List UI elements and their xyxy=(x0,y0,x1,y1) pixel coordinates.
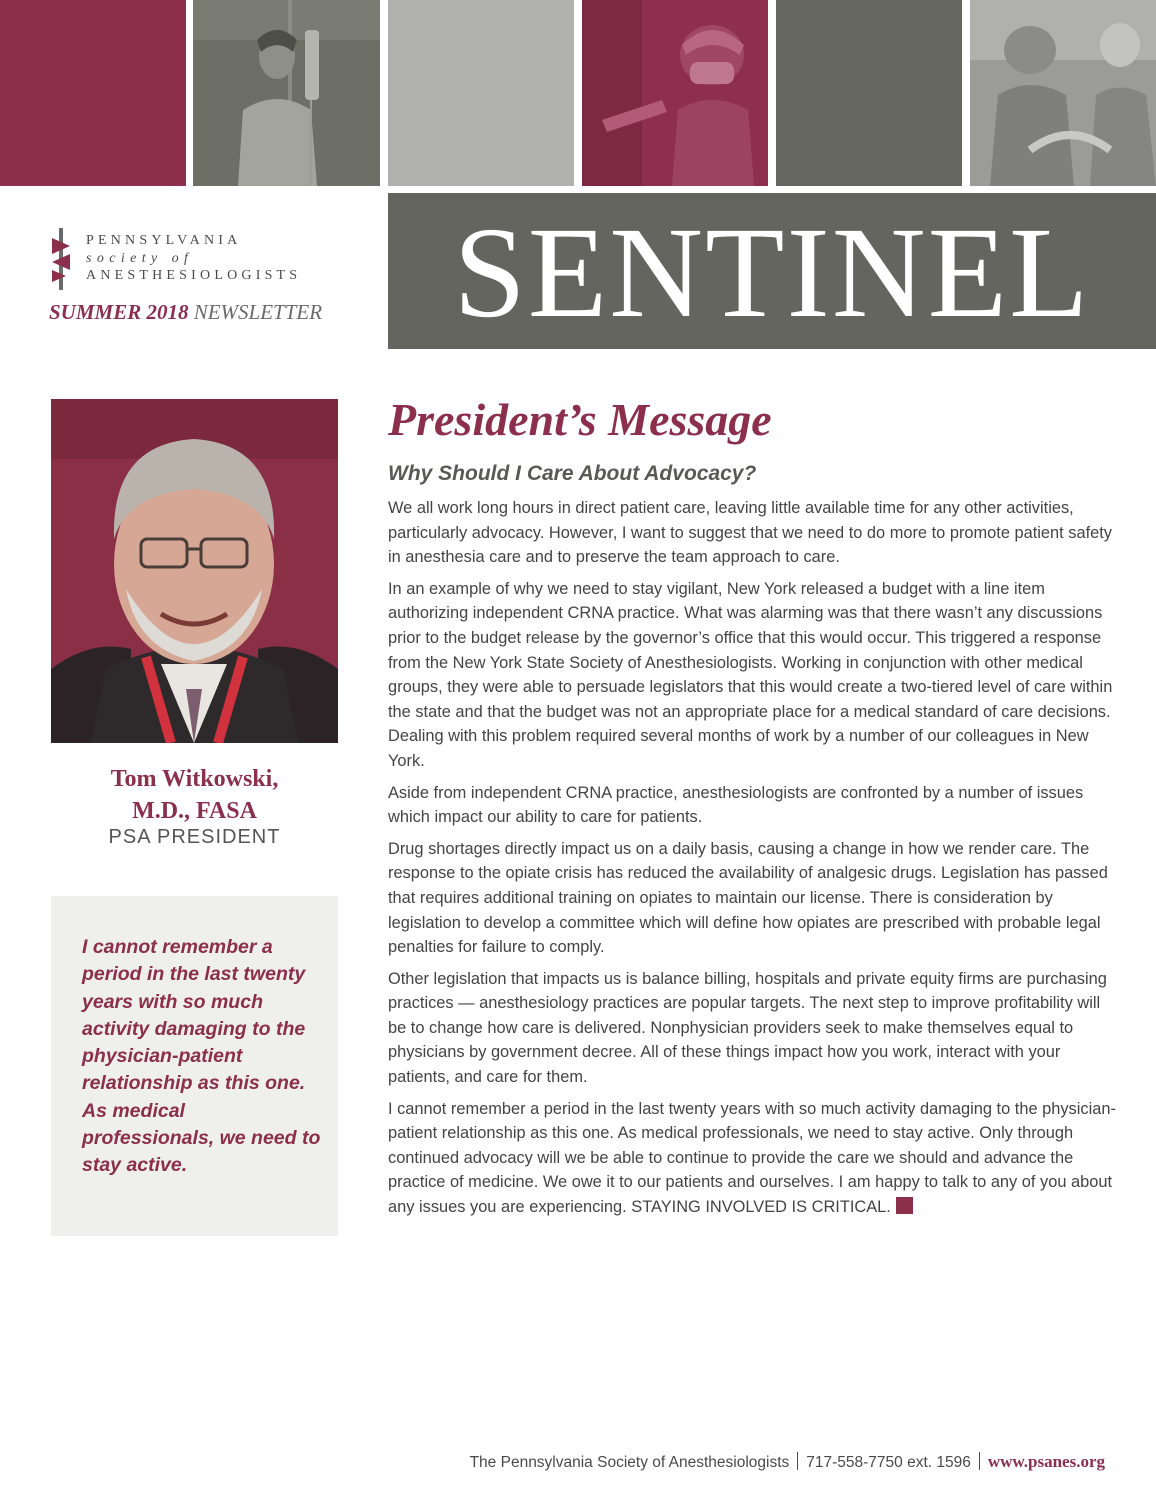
surgeon-in-mask-photo xyxy=(582,0,768,186)
plain-light-gray-tile xyxy=(388,0,574,186)
psa-caduceus-logo-icon xyxy=(50,228,72,295)
author-portrait xyxy=(51,399,338,743)
author-name xyxy=(51,763,338,827)
paragraph-text: I cannot remember a period in the last twenty years with so much activity damaging to the physician-patient relationship as this one. As medical professionals, we need to stay active. Only through continued advocacy will we be able to continue to provide the care we should and advance the practice of medicine. We owe it to our patients and ourselves. I am happy to talk to any of you about any issues you are experiencing. STAYING INVOLVED IS CRITICAL. xyxy=(388,1099,1116,1217)
organization-wordmark xyxy=(86,232,301,285)
footer-website-link[interactable]: www.psanes.org xyxy=(987,1452,1105,1471)
paragraph: In an example of why we need to stay vigilant, New York released a budget with a line item authorizing independent CRNA practice. What was alarming was that there wasn’t any discussions prior to the budget release by the governor’s office that this would occur. This triggered a response from the New York State Society of Anesthesiologists. Working in conjunction with other medical groups, they were able to persuade legislators that this would create a two-tiered level of care within the state and that the budget was not an appropriate place for a medical standard of care decisions. Dealing with this problem required several months of work by a number of our colleagues in New York. xyxy=(388,579,1113,770)
footer-phone: 717-558-7750 ext. 1596 xyxy=(806,1454,971,1471)
masthead-banner xyxy=(388,193,1156,349)
footer-organization: The Pennsylvania Society of Anesthesiologists xyxy=(469,1454,790,1471)
article-body xyxy=(388,496,1116,1227)
wordmark-line-state: PENNSYLVANIA xyxy=(86,233,242,248)
operating-room-photo xyxy=(970,0,1156,186)
article-subhead: Why Should I Care About Advocacy? xyxy=(388,462,757,485)
plain-burgundy-tile xyxy=(0,0,186,186)
pull-quote-box xyxy=(51,896,338,1236)
author-name-line2: M.D., FASA xyxy=(132,798,257,824)
footer-divider xyxy=(797,1452,798,1470)
author-name-line1: Tom Witkowski, xyxy=(110,766,279,792)
footer xyxy=(470,1452,1105,1472)
footer-divider xyxy=(979,1452,980,1470)
wordmark-line-specialty: ANESTHESIOLOGISTS xyxy=(86,268,302,283)
clinician-with-iv-photo xyxy=(193,0,380,186)
pull-quote: I cannot remember a period in the last twenty years with so much activity damaging to the physician-patient relationship as this one. As medical professionals, we need to stay active. xyxy=(82,936,321,1177)
section-title: President’s Message xyxy=(388,394,772,445)
paragraph: Aside from independent CRNA practice, anesthesiologists are confronted by a number of issues which impact our ability to care for patients. xyxy=(388,783,1084,827)
wordmark-line-society: society of xyxy=(86,251,194,266)
paragraph: Drug shortages directly impact us on a daily basis, causing a change in how we render care. The response to the opiate crisis has reduced the availability of analgesic drugs. Legislation has passed that requires additional training on opiates to maintain our license. There is consideration by legislation to develop a committee which will define how opiates are prescribed with probable legal penalties for failure to comply. xyxy=(388,839,1108,957)
paragraph: Other legislation that impacts us is balance billing, hospitals and private equity firms are purchasing practices — anesthesiology practices are popular targets. The next step to improve profitability will be to change how care is delivered. Nonphysician providers seek to make themselves equal to physicians by government decree. All of these things impact how you work, interact with your patients, and care for them. xyxy=(388,969,1107,1087)
paragraph: We all work long hours in direct patient care, leaving little available time for any other activities, particularly advocacy. However, I want to suggest that we need to do more to promote patient safety in anesthesia care and to preserve the team approach to care. xyxy=(388,499,1113,567)
end-of-article-mark-icon xyxy=(896,1197,913,1214)
issue-label xyxy=(49,300,322,325)
issue-season: SUMMER 2018 xyxy=(49,300,189,324)
newsletter-title: SENTINEL xyxy=(453,201,1091,345)
issue-kind: NEWSLETTER xyxy=(193,300,323,324)
last-paragraph xyxy=(388,1097,1116,1220)
plain-dark-gray-tile xyxy=(776,0,962,186)
author-role: PSA PRESIDENT xyxy=(108,826,281,848)
